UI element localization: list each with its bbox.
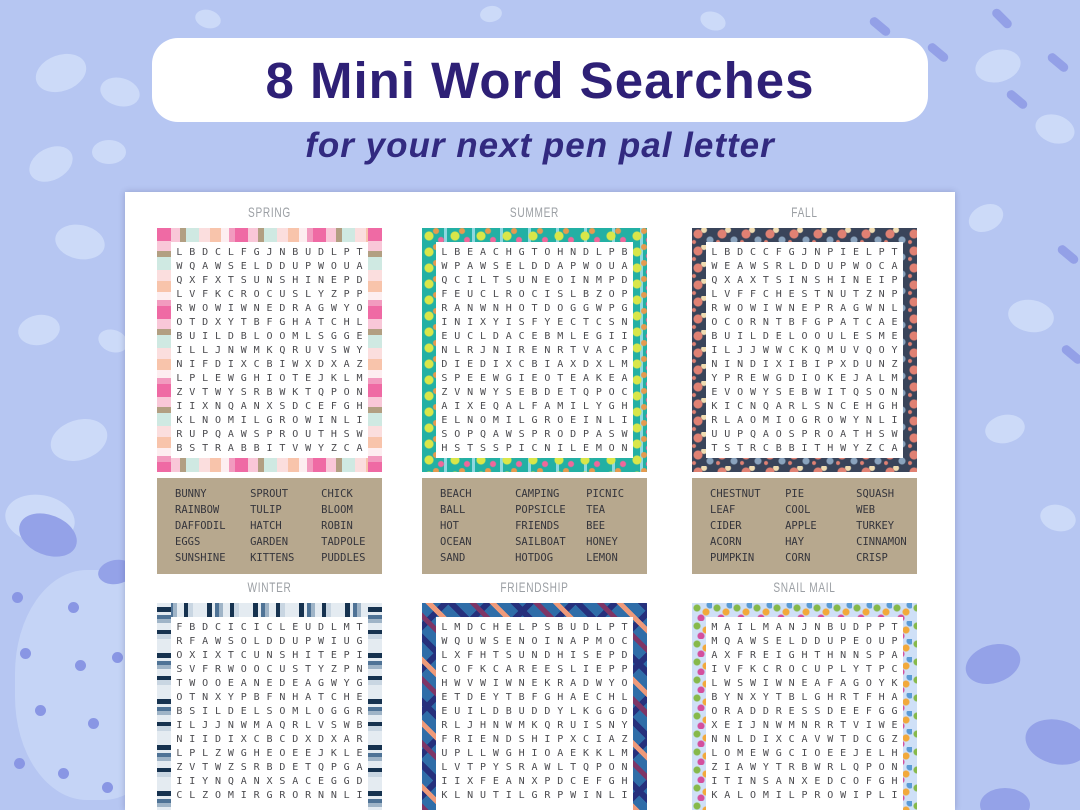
decor-dash [990,7,1013,30]
decor-dash [1046,51,1070,73]
decor-dash [926,41,950,63]
decor-blob [972,45,1025,88]
word-list: BUNNY SPROUT CHICK RAINBOW TULIP BLOOM DAFFODIL HATCH ROBIN EGGS GARDEN TADPOLE SUNSHINE KITTENS PUDDLES [157,478,382,574]
decor-dash [1056,243,1080,265]
decor-dot [102,782,113,793]
puzzle-title: FALL [791,204,818,220]
puzzle-friendship [422,577,647,810]
decor-blob [16,312,63,349]
decor-dot [20,648,31,659]
decor-dash [868,15,892,37]
worksheet-page [125,192,955,810]
letter-grid: L B E A C H G T O H N D L P B W P A W S E L D D A P W O U A Q C I L T S U N E O I N M P D F E U C L R O C I S L B Z O P R A N W N H O T D O G G W P G I N I X Y I S F Y E C T C S N E U C L D A C E B M L E G I I N L R J N I R E N R T V A C P D I E D I X C B I A X D X L M S P E E W G I E O T E A K E A Z V N W Y S E B D E T Q P O C A I X E Q A L F A M I L Y G H E L N O M I L G R O E I N L I S O P Q A W S P R O D P A S W H S T S S P I C N I L E M O N [441,246,628,454]
puzzle-grid-area [436,617,633,810]
letter-grid: M A I L M A N J N B U D P P T M Q A W S E L D D U P E O U P A X F R E I G H T H N N S P A I V F K C R O C U P L Y T P C L W S W I W N E A F A G O Y K B Y N X Y T B L G H R T F H A O R A D D R E S S D E E F G G X E I J N W M N R R T V I W E N N L D I X C A V W T D C G Z L O M E W G C I O E E J E L H Z I A W Y T R B W R L Q P O N I T I N S A N X E D C O F G H K A L O M I L P R O W I P L I [711,621,898,801]
decor-blob [1021,713,1080,771]
decor-dot [14,758,25,769]
decor-blob [97,73,143,110]
puzzle-frame [692,228,917,472]
decor-blob [479,4,503,24]
puzzle-frame [157,228,382,472]
letter-grid: L M D C H E L P S B U D L P T W Q U W S E N O I N A P M O C L X F H T S U N D H I S E P D C O F K C A R E E S L I E P P H W V W I W N E K R A D W Y O E T D E Y T B F G H A E C H L E U I L D B U D D Y L K G G D R L J H N W M K Q R U I S N Y F R I E N D S H I P X C I A Z U P L L W G H I O A E K K L M L V T P Y S R A W L T Q P O N I I X F E A N X P D C E F G H K L N U T I L G R P W I N L I [441,621,628,801]
decor-blob [960,637,1025,690]
puzzle-title: SNAIL MAIL [773,579,836,595]
decor-blob [964,199,1008,238]
puzzle-spring [157,202,382,574]
main-title: 8 Mini Word Searches [265,51,815,109]
decor-dot [75,660,86,671]
word-list: CHESTNUT PIE SQUASH LEAF COOL WEB CIDER APPLE TURKEY ACORN HAY CINNAMON PUMPKIN CORN CRISP [692,478,917,574]
decor-blob [983,411,1028,447]
puzzle-title: WINTER [247,579,292,595]
decor-dot [35,705,46,716]
puzzle-frame [157,603,382,810]
letter-grid: L B D C L F G J N B U D L P T W Q A W S E L D D U P W O U A Q X F X T S U N S H I N E P D L V F K C R O C U S L Y Z P P R W O W I W N E D R A G W Y O O T D X Y T B F G H A T C H L B U I L D B L O O M L S G G E I L L J N W M K Q R U V S W Y N I F D I X C B I W X D X A Z L P L E W G H I O T E J K L M Z V T W Y S R B W K T Q P O N I I X N Q A N X S D C E F G H K L N O M I L G R O W I N L I R U P Q A W S P R O U T H S W B S T R A B B I T V W Y Z C A [176,246,363,454]
puzzle-grid-area [436,242,633,458]
puzzle-grid-area [171,617,368,810]
puzzle-grid-area [706,242,903,458]
decor-dash [1060,343,1080,365]
puzzle-snail-mail [692,577,917,810]
decor-dot [58,768,69,779]
decor-dot [12,592,23,603]
subtitle: for your next pen pal letter [305,126,775,165]
puzzle-fall [692,202,917,574]
decor-dot [112,652,123,663]
letter-grid: F B D C I C I C L E U D L M T R F A W S O L D D U P W I U G O X I X T C U N S H I T E P I S V F R W O O C U S T Y Z P N T W O O E A N E D E A G W Y G O T N X Y P B F N H A T C H E B S I L D E L S O M L O G G R I L J J N W M A Q R L V S W B N I I D I X C B C D X D X A R L P L Z W G H E O E E J K L E Z V T W Z S R B D E T Q P G A I I Y N Q A N X S A C E G G D C L Z O M I R G R O R N N L I [176,621,363,801]
puzzle-title: SUMMER [509,204,560,220]
word-list: BEACH CAMPING PICNIC BALL POPSICLE TEA HOT FRIENDS BEE OCEAN SAILBOAT HONEY SAND HOTDOG LEMON [422,478,647,574]
decor-dot [88,718,99,729]
title-card [152,38,928,122]
decor-dash [1005,88,1029,110]
decor-blob [45,412,113,468]
puzzle-winter [157,577,382,810]
decor-blob [980,788,1030,810]
puzzle-frame [692,603,917,810]
puzzle-grid-area [706,617,903,810]
decor-dot [68,602,79,613]
decor-blob [193,7,223,31]
decor-blob [52,220,108,264]
decor-blob [1037,501,1079,535]
decor-blob [1006,296,1057,336]
puzzle-frame [422,228,647,472]
puzzle-title: FRIENDSHIP [500,579,569,595]
letter-grid: L B D C C F G J N P I E L P T W E A W S R L D D U P W O C A Q X A X T S I N S H I N E I P L V F F C H E S T N U T Z N P R W O W I W N E P R A G W N L O C O R N T B F G P A T C A E B U I L D E L O O U L E S M E I L J J W W C K Q M U V Q O Y N I N D I X I B I P X D U N Z Y P R E W G D I O K E J A L M E V O W Y S E B W I T Q S O N K I C N Q A R L S N C E H G H R L A O M I O G R O W Y N L I U U P Q A O S P R O A T H S W T S T R C B B I T H W Y Z C A [711,246,898,454]
puzzle-summer [422,202,647,574]
decor-blob [698,8,729,34]
puzzle-title: SPRING [248,204,291,220]
puzzle-frame [422,603,647,810]
puzzle-grid-area [171,242,368,458]
decor-blob [30,47,91,99]
